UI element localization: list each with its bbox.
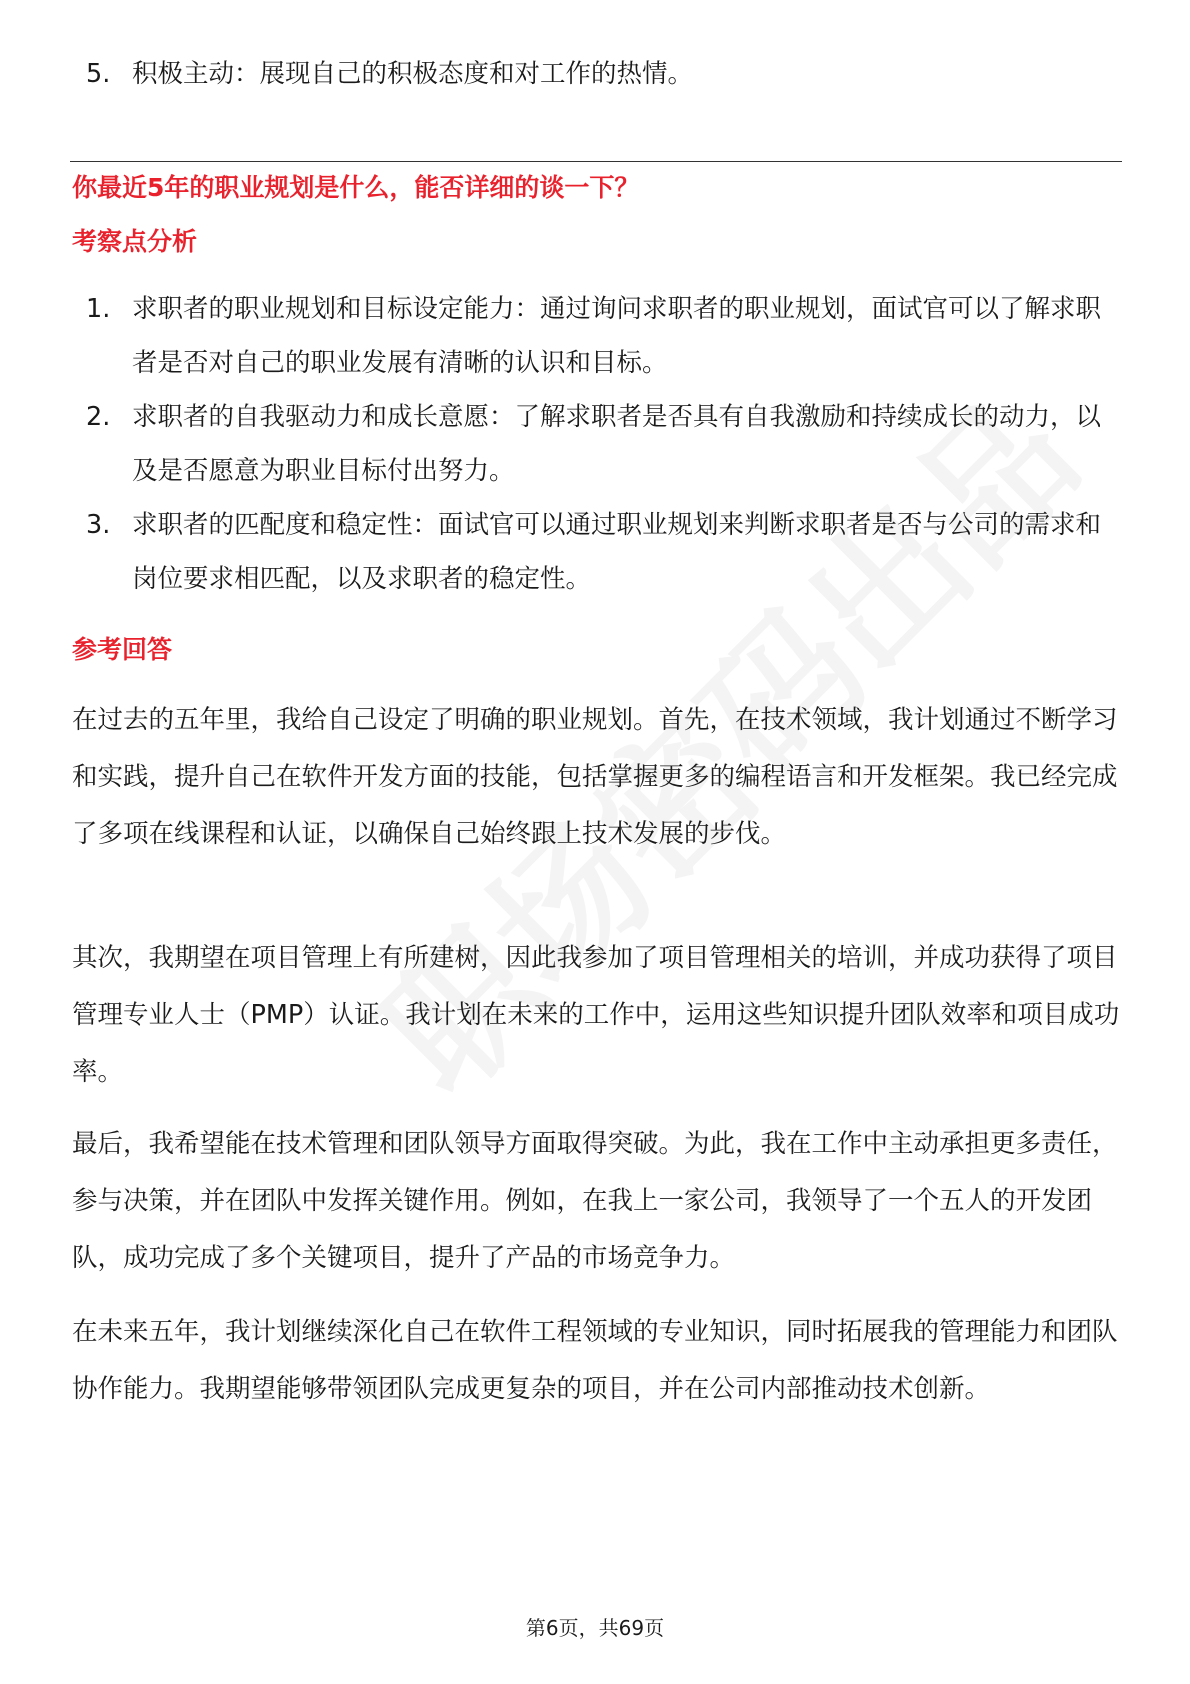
list-number: 3.	[86, 510, 111, 540]
list-item	[80, 390, 1120, 498]
list-item	[80, 498, 1120, 606]
list-item	[80, 47, 1120, 101]
list-number: 1.	[86, 294, 111, 324]
top-list	[80, 47, 1120, 101]
list-text: 积极主动：展现自己的积极态度和对工作的热情。	[132, 59, 694, 89]
list-text: 求职者的匹配度和稳定性：面试官可以通过职业规划来判断求职者是否与公司的需求和岗位要求相匹配，以及求职者的稳定性。	[132, 510, 1102, 594]
answer-paragraph: 最后，我希望能在技术管理和团队领导方面取得突破。为此，我在工作中主动承担更多责任，参与决策，并在团队中发挥关键作用。例如，在我上一家公司，我领导了一个五人的开发团队，成功完成了多个关键项目，提升了产品的市场竞争力。	[72, 1129, 1118, 1273]
answer-heading: 参考回答	[72, 635, 173, 664]
answer-paragraph: 在过去的五年里，我给自己设定了明确的职业规划。首先，在技术领域，我计划通过不断学习和实践，提升自己在软件开发方面的技能，包括掌握更多的编程语言和开发框架。我已经完成了多项在线课程和认证，以确保自己始终跟上技术发展的步伐。	[72, 705, 1118, 849]
list-number: 2.	[86, 402, 111, 432]
list-text: 求职者的职业规划和目标设定能力：通过询问求职者的职业规划，面试官可以了解求职者是否对自己的职业发展有清晰的认识和目标。	[132, 294, 1102, 378]
analysis-heading: 考察点分析	[72, 227, 198, 256]
answer-paragraph: 在未来五年，我计划继续深化自己在软件工程领域的专业知识，同时拓展我的管理能力和团队协作能力。我期望能够带领团队完成更复杂的项目，并在公司内部推动技术创新。	[72, 1317, 1118, 1404]
list-text: 求职者的自我驱动力和成长意愿：了解求职者是否具有自我激励和持续成长的动力，以及是否愿意为职业目标付出努力。	[132, 402, 1102, 486]
analysis-list	[80, 282, 1120, 606]
list-item	[80, 282, 1120, 390]
question-heading: 你最近5年的职业规划是什么，能否详细的谈一下？	[72, 173, 640, 202]
page-footer: 第6页，共69页	[525, 1616, 665, 1640]
answer-paragraph: 其次，我期望在项目管理上有所建树，因此我参加了项目管理相关的培训，并成功获得了项目管理专业人士（PMP）认证。我计划在未来的工作中，运用这些知识提升团队效率和项目成功率。	[72, 943, 1120, 1087]
section-divider	[70, 161, 1122, 162]
list-number: 5.	[86, 59, 111, 89]
